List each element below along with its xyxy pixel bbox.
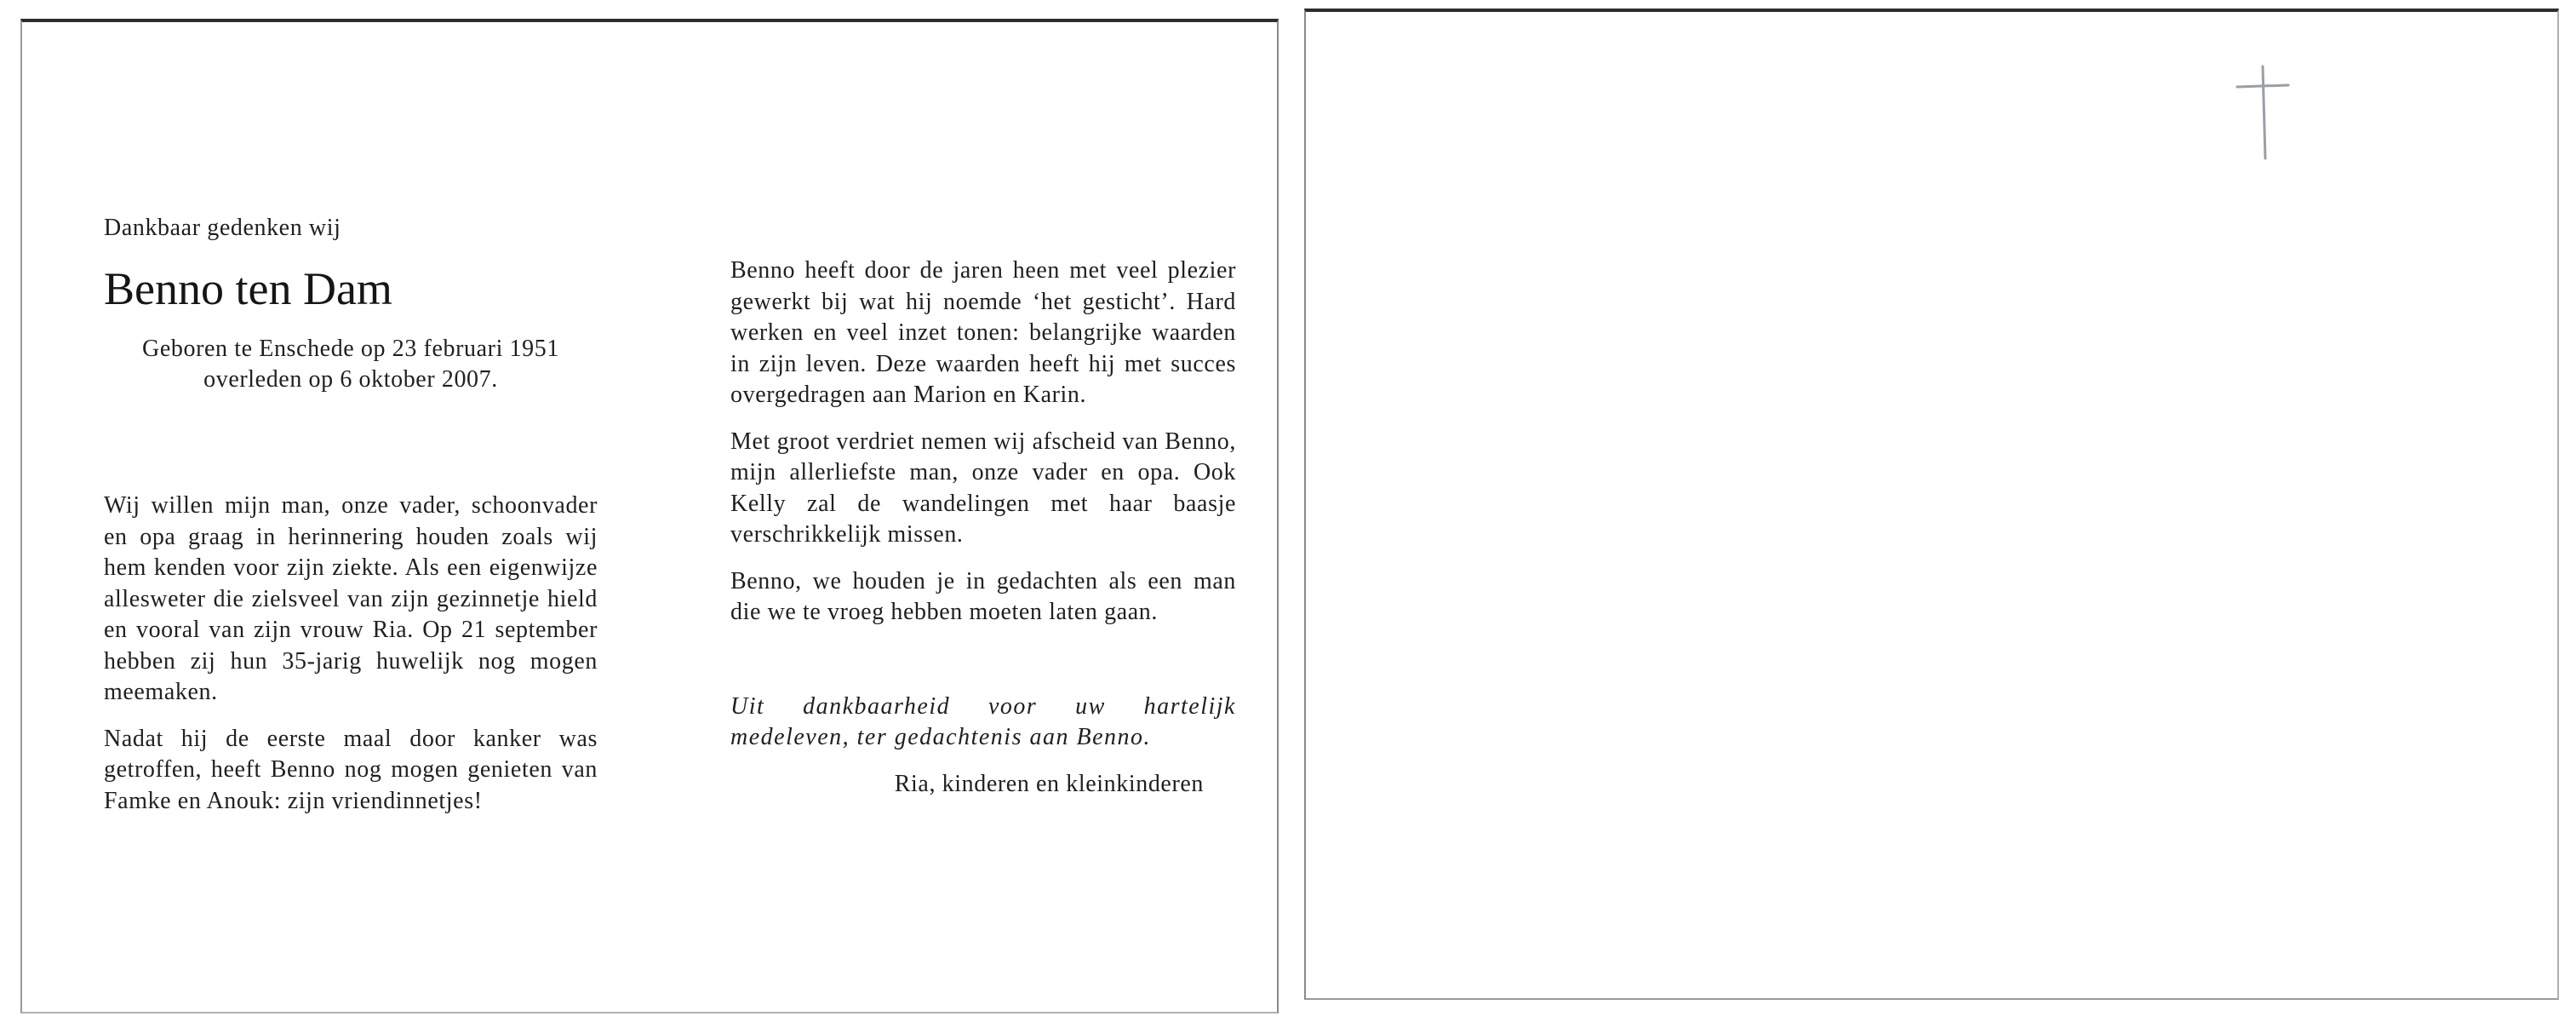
- paragraph: Wij willen mijn man, onze vader, schoonvader en opa graag in herinnering houden zoals wij hem kenden voor zijn ziekte. Als een eigenwijze allesweter die zielsveel van zijn gezinnetje hield en vooral van zijn vrouw Ria. Op 21 september hebben zij hun 35-jarig huwelijk nog mogen meemaken.: [104, 492, 598, 705]
- birth-line: Geboren te Enschede op 23 februari 1951: [142, 336, 559, 362]
- left-body-text: [104, 491, 598, 817]
- deceased-name: Benno ten Dam: [104, 263, 392, 314]
- signature: Ria, kinderen en kleinkinderen: [894, 770, 1204, 797]
- intro-line: Dankbaar gedenken wij: [104, 215, 341, 241]
- cross-icon: [2230, 63, 2298, 165]
- paragraph: Met groot verdriet nemen wij afscheid van Benno, mijn allerliefste man, onze vader en opa. Ook Kelly zal de wandelingen met haar baasje verschrikkelijk missen.: [730, 428, 1236, 548]
- memorial-card-text-side: [20, 19, 1279, 1013]
- thanks-note: Uit dankbaarheid voor uw hartelijk medeleven, ter gedachtenis aan Benno.: [730, 692, 1236, 750]
- right-column: [730, 256, 1236, 815]
- paragraph: Benno, we houden je in gedachten als een man die we te vroeg hebben moeten laten gaan.: [730, 567, 1236, 625]
- death-line: overleden op 6 oktober 2007.: [203, 366, 498, 393]
- life-dates: [104, 334, 598, 395]
- left-column: [104, 213, 598, 832]
- memorial-card-cover-side: [1304, 9, 2559, 1000]
- paragraph: Nadat hij de eerste maal door kanker was getroffen, heeft Benno nog mogen genieten van Famke en Anouk: zijn vriendinnetjes!: [104, 725, 598, 814]
- paragraph: Benno heeft door de jaren heen met veel plezier gewerkt bij wat hij noemde ‘het gesticht’. Hard werken en veel inzet tonen: belangrijke waarden in zijn leven. Deze waarden heeft hij met succes overgedragen aan Marion en Karin.: [730, 257, 1236, 408]
